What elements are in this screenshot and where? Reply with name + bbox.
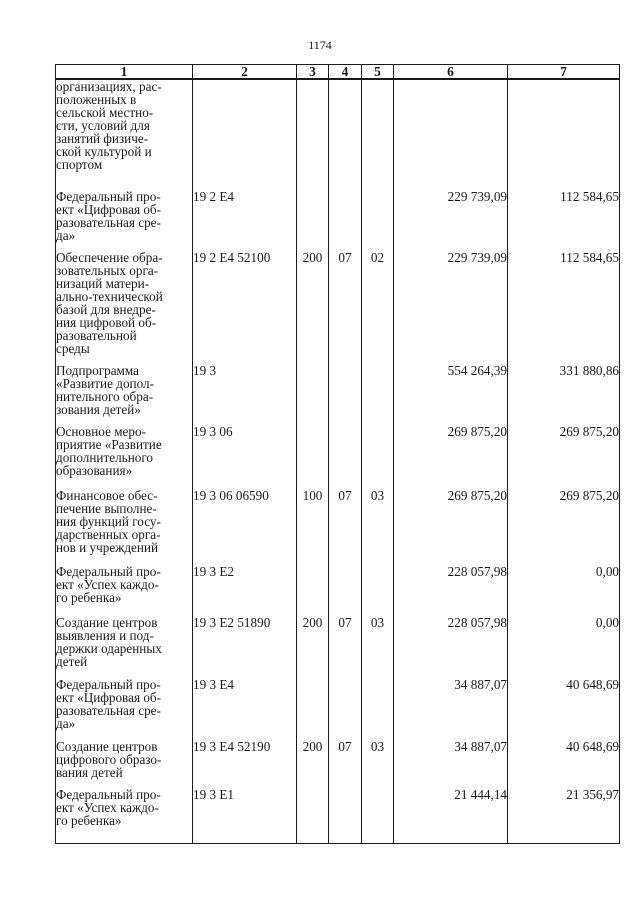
row-code: 19 2 E4 52100 [193,246,297,359]
row-amount-1: 269 875,20 [394,484,508,560]
row-name: Федеральный про- ект «Успех каждо- го ребенка» [56,783,193,843]
row-subsection [362,673,394,735]
table-row [56,246,620,359]
row-subsection: 03 [362,484,394,560]
page-number: 1174 [308,38,332,52]
column-header: 6 [394,65,508,80]
row-name: Федеральный про- ект «Успех каждо- го ребенка» [56,560,193,611]
row-name: Подпрограмма «Развитие допол- нительного обра- зования детей» [56,359,193,420]
row-amount-1: 34 887,07 [394,673,508,735]
row-expense-type: 200 [297,611,329,673]
row-expense-type: 200 [297,246,329,359]
row-amount-2: 269 875,20 [508,420,620,484]
row-amount-1: 34 887,07 [394,735,508,783]
row-code: 19 3 06 [193,420,297,484]
table-row [56,611,620,673]
table-row [56,185,620,246]
row-subsection: 03 [362,735,394,783]
column-header: 5 [362,65,394,80]
row-amount-1: 228 057,98 [394,560,508,611]
column-header: 2 [193,65,297,80]
row-section [329,185,362,246]
row-code: 19 3 E4 52190 [193,735,297,783]
row-amount-2: 112 584,65 [508,246,620,359]
column-header: 4 [329,65,362,80]
row-section [329,79,362,185]
row-subsection: 02 [362,246,394,359]
table-row [56,484,620,560]
row-subsection [362,420,394,484]
row-amount-1 [394,79,508,185]
row-name: Федеральный про- ект «Цифровая об- разовательная сре- да» [56,185,193,246]
row-code: 19 3 [193,359,297,420]
row-name: Обеспечение обра- зовательных орга- низаций матери- ально-технической базой для внедре- ния цифровой об- разовательной среды [56,246,193,359]
table-row [56,79,620,185]
row-amount-1: 228 057,98 [394,611,508,673]
row-code: 19 3 E4 [193,673,297,735]
row-subsection [362,560,394,611]
row-expense-type [297,783,329,843]
row-section [329,420,362,484]
row-section: 07 [329,246,362,359]
row-expense-type [297,359,329,420]
row-amount-2: 0,00 [508,560,620,611]
row-amount-2 [508,79,620,185]
row-expense-type: 100 [297,484,329,560]
row-name: Федеральный про- ект «Цифровая об- разовательная сре- да» [56,673,193,735]
table-row [56,359,620,420]
table-header-row [56,65,620,80]
row-code: 19 2 E4 [193,185,297,246]
row-section: 07 [329,484,362,560]
column-header: 7 [508,65,620,80]
row-code: 19 3 06 06590 [193,484,297,560]
row-code: 19 3 E2 51890 [193,611,297,673]
row-amount-1: 229 739,09 [394,246,508,359]
row-amount-2: 112 584,65 [508,185,620,246]
row-amount-1: 229 739,09 [394,185,508,246]
budget-table [55,64,620,844]
row-expense-type [297,79,329,185]
row-expense-type: 200 [297,735,329,783]
row-section [329,673,362,735]
table-row [56,735,620,783]
column-header: 3 [297,65,329,80]
row-amount-2: 40 648,69 [508,673,620,735]
row-amount-2: 269 875,20 [508,484,620,560]
row-subsection [362,79,394,185]
table-row [56,783,620,843]
row-subsection [362,783,394,843]
row-section [329,359,362,420]
row-subsection [362,185,394,246]
row-expense-type [297,185,329,246]
row-code: 19 3 E2 [193,560,297,611]
row-amount-2: 0,00 [508,611,620,673]
row-amount-1: 269 875,20 [394,420,508,484]
row-code: 19 3 E1 [193,783,297,843]
row-code [193,79,297,185]
table-row [56,560,620,611]
row-amount-2: 21 356,97 [508,783,620,843]
row-name: Создание центров выявления и под- держки одаренных детей [56,611,193,673]
row-name: Финансовое обес- печение выполне- ния функций госу- дарственных орга- нов и учреждений [56,484,193,560]
row-subsection: 03 [362,611,394,673]
row-section: 07 [329,611,362,673]
row-section: 07 [329,735,362,783]
row-section [329,783,362,843]
row-name: Создание центров цифрового образо- вания детей [56,735,193,783]
row-amount-2: 40 648,69 [508,735,620,783]
row-expense-type [297,560,329,611]
column-header: 1 [56,65,193,80]
row-amount-1: 554 264,39 [394,359,508,420]
row-amount-2: 331 880,86 [508,359,620,420]
row-name: организациях, рас- положенных в сельской местно- сти, условий для занятий физиче- ской культурой и спортом [56,79,193,185]
row-subsection [362,359,394,420]
table-row [56,420,620,484]
table-row [56,673,620,735]
row-amount-1: 21 444,14 [394,783,508,843]
row-name: Основное меро- приятие «Развитие дополнительного образования» [56,420,193,484]
row-section [329,560,362,611]
row-expense-type [297,420,329,484]
row-expense-type [297,673,329,735]
